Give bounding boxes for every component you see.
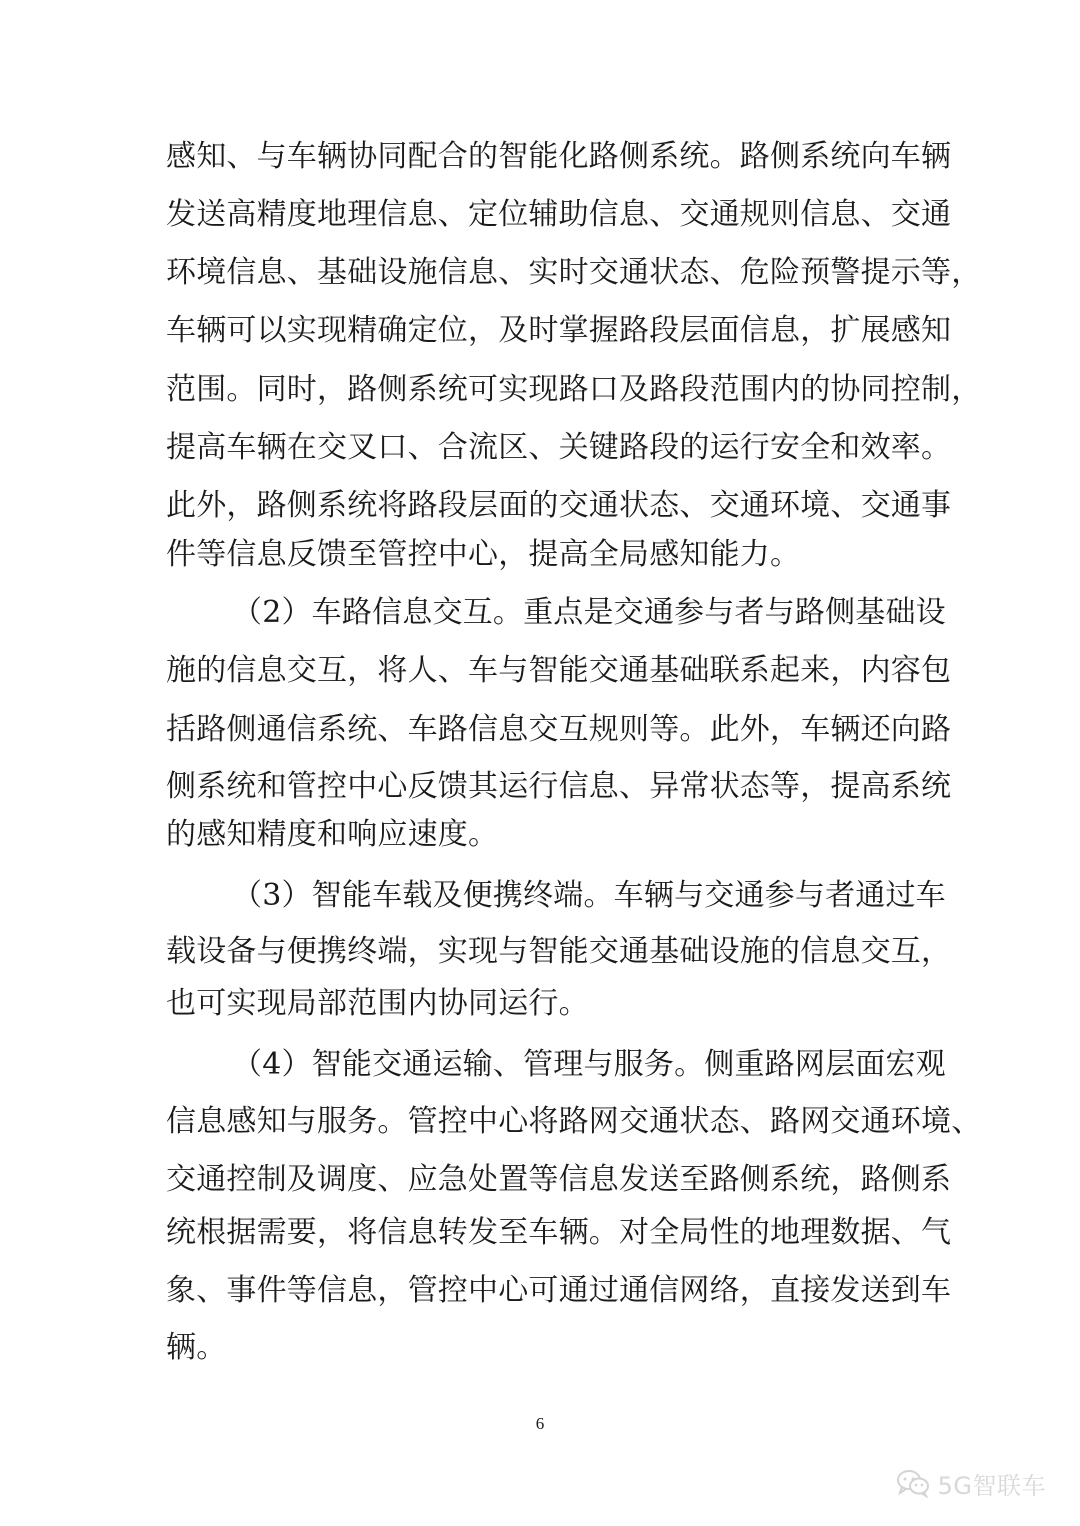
- wechat-icon: [896, 1468, 930, 1498]
- paragraph-start-line: （3）智能车载及便携终端。车辆与交通参与者通过车: [232, 878, 946, 913]
- text-line: 象、事件等信息，管控中心可通过通信网络，直接发送到车: [166, 1273, 952, 1308]
- paragraph-start-line: （4）智能交通运输、管理与服务。侧重路网层面宏观: [232, 1047, 946, 1082]
- watermark: [896, 1466, 1046, 1500]
- text-line: 的感知精度和响应速度。: [166, 817, 499, 852]
- text-line: 感知、与车辆协同配合的智能化路侧系统。路侧系统向车辆: [166, 139, 952, 174]
- text-line: 提高车辆在交叉口、合流区、关键路段的运行安全和效率。: [166, 430, 952, 465]
- text-line: 辆。: [166, 1330, 227, 1365]
- text-line: 环境信息、基础设施信息、实时交通状态、危险预警提示等，: [166, 255, 982, 290]
- text-line: 也可实现局部范围内协同运行。: [166, 986, 589, 1021]
- text-line: 载设备与便携终端，实现与智能交通基础设施的信息交互，: [166, 934, 952, 969]
- text-line: 交通控制及调度、应急处置等信息发送至路侧系统，路侧系: [166, 1162, 952, 1197]
- text-line: 发送高精度地理信息、定位辅助信息、交通规则信息、交通: [166, 197, 952, 232]
- text-line: 施的信息交互，将人、车与智能交通基础联系起来，内容包: [166, 653, 952, 688]
- text-line: 范围。同时，路侧系统可实现路口及路段范围内的协同控制，: [166, 372, 982, 407]
- text-line: 此外，路侧系统将路段层面的交通状态、交通环境、交通事: [166, 488, 952, 523]
- paragraph-start-line: （2）车路信息交互。重点是交通参与者与路侧基础设: [232, 595, 946, 630]
- text-line: 统根据需要，将信息转发至车辆。对全局性的地理数据、气: [166, 1215, 952, 1250]
- text-line: 括路侧通信系统、车路信息交互规则等。此外，车辆还向路: [166, 712, 952, 747]
- watermark-text: 5G智联车: [937, 1471, 1046, 1500]
- text-line: 侧系统和管控中心反馈其运行信息、异常状态等，提高系统: [166, 769, 952, 804]
- text-line: 信息感知与服务。管控中心将路网交通状态、路网交通环境、: [166, 1104, 982, 1139]
- text-line: 件等信息反馈至管控中心，提高全局感知能力。: [166, 537, 801, 572]
- page-number: 6: [535, 1414, 545, 1433]
- text-line: 车辆可以实现精确定位，及时掌握路段层面信息，扩展感知: [166, 313, 952, 348]
